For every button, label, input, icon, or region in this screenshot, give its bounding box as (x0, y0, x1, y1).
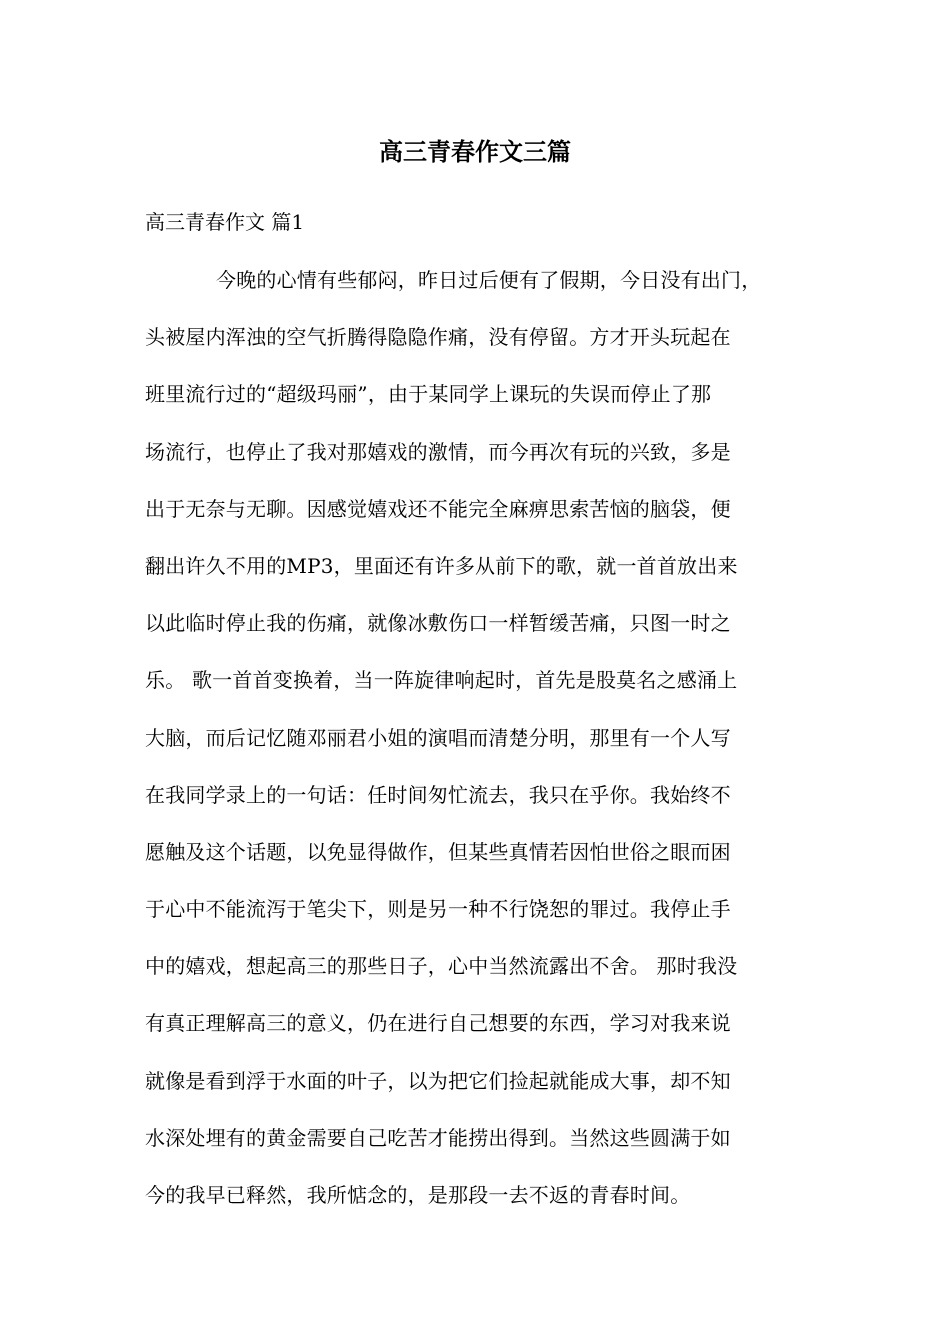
document-title: 高三青春作文三篇 (379, 137, 571, 166)
paragraph-line: 翻出许久不用的MP3，里面还有许多从前下的歌，就一首首放出来 (145, 553, 738, 578)
paragraph-line: 就像是看到浮于水面的叶子，以为把它们捡起就能成大事，却不知 (145, 1068, 731, 1093)
paragraph-line: 中的嬉戏，想起高三的那些日子，心中当然流露出不舍。 那时我没 (145, 954, 738, 979)
paragraph-line: 在我同学录上的一句话：任时间匆忙流去，我只在乎你。我始终不 (145, 782, 731, 807)
paragraph-line: 场流行，也停止了我对那嬉戏的激情，而今再次有玩的兴致，多是 (145, 439, 731, 464)
paragraph-line: 班里流行过的“超级玛丽”，由于某同学上课玩的失误而停止了那 (145, 382, 712, 407)
paragraph-line: 出于无奈与无聊。因感觉嬉戏还不能完全麻痹思索苦恼的脑袋，便 (145, 496, 731, 521)
paragraph-line: 以此临时停止我的伤痛，就像冰敷伤口一样暂缓苦痛，只图一时之 (145, 611, 731, 636)
paragraph-line: 愿触及这个话题，以免显得做作，但某些真情若因怕世俗之眼而困 (145, 839, 731, 864)
paragraph-line: 头被屋内浑浊的空气折腾得隐隐作痛，没有停留。方才开头玩起在 (145, 325, 731, 350)
paragraph-line: 今的我早已释然，我所惦念的，是那段一去不返的青春时间。 (145, 1183, 691, 1207)
paragraph-line: 有真正理解高三的意义，仍在进行自己想要的东西，学习对我来说 (145, 1011, 731, 1036)
paragraph-line: 水深处埋有的黄金需要自己吃苦才能捞出得到。当然这些圆满于如 (145, 1125, 731, 1150)
body-paragraph (145, 261, 835, 1233)
paragraph-line: 大脑，而后记忆随邓丽君小姐的演唱而清楚分明，那里有一个人写 (145, 725, 731, 750)
paragraph-line: 今晚的心情有些郁闷，昨日过后便有了假期，今日没有出门， (216, 268, 762, 292)
section-heading: 高三青春作文 篇1 (145, 210, 305, 234)
paragraph-line: 于心中不能流泻于笔尖下，则是另一种不行饶恕的罪过。我停止手 (145, 897, 731, 922)
paragraph-line: 乐。 歌一首首变换着，当一阵旋律响起时，首先是股莫名之感涌上 (145, 668, 738, 693)
